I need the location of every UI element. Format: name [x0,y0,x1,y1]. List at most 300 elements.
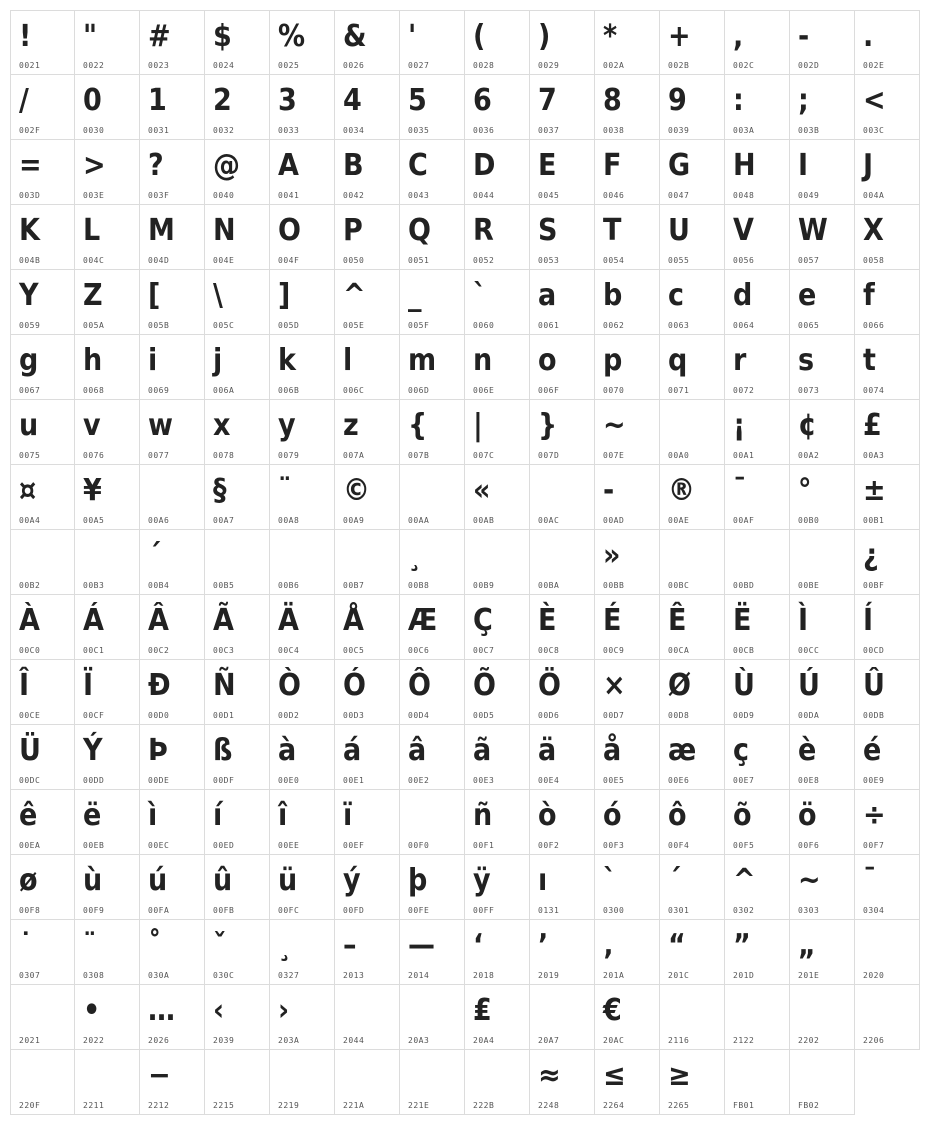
glyph-code-label: 2026 [148,1036,170,1045]
glyph-sample: v [83,408,101,443]
glyph-cell [855,595,920,660]
glyph-sample: ` [473,278,487,313]
glyph-cell [75,1050,140,1115]
glyph-cell [335,790,400,855]
glyph-cell [465,205,530,270]
glyph-code-label: 00FF [473,906,495,915]
glyph-cell [790,335,855,400]
glyph-sample: < [863,83,886,118]
glyph-code-label: 00FA [148,906,170,915]
glyph-code-label: 0062 [603,321,625,330]
glyph-code-label: 2212 [148,1101,170,1110]
glyph-sample: g [19,343,39,378]
glyph-cell [595,920,660,985]
glyph-cell [465,140,530,205]
glyph-sample: ö [798,798,817,833]
glyph-code-label: 0304 [863,906,885,915]
glyph-cell [75,335,140,400]
glyph-cell [140,465,205,530]
glyph-code-label: 0038 [603,126,625,135]
glyph-code-label: 2122 [733,1036,755,1045]
glyph-cell [725,530,790,595]
glyph-sample: K [19,213,40,248]
glyph-code-label: 2013 [343,971,365,980]
glyph-code-label: 00D5 [473,711,495,720]
glyph-cell [140,595,205,660]
glyph-cell [595,75,660,140]
glyph-code-label: 006C [343,386,365,395]
glyph-code-label: 004A [863,191,885,200]
glyph-sample: ¸ [408,538,422,573]
glyph-code-label: 00E7 [733,776,755,785]
glyph-sample: Ç [473,603,493,638]
glyph-sample: Ý [83,733,103,768]
glyph-cell [660,660,725,725]
glyph-code-label: 00D6 [538,711,560,720]
glyph-sample: G [668,148,691,183]
glyph-cell [400,335,465,400]
glyph-sample: p [603,343,623,378]
glyph-code-label: 0026 [343,61,365,70]
glyph-code-label: 2039 [213,1036,235,1045]
glyph-cell [660,335,725,400]
glyph-code-label: 201D [733,971,755,980]
glyph-code-label: 005A [83,321,105,330]
glyph-sample: 7 [538,83,557,118]
glyph-cell [595,400,660,465]
glyph-sample: ¤ [19,473,37,508]
glyph-code-label: 00A9 [343,516,365,525]
glyph-sample: n [473,343,493,378]
glyph-sample: Á [83,603,104,638]
glyph-cell [595,985,660,1050]
glyph-sample: [ [148,278,161,313]
glyph-sample: À [19,603,40,638]
glyph-sample: Ñ [213,668,236,703]
glyph-code-label: 00C8 [538,646,560,655]
glyph-code-label: 0071 [668,386,690,395]
glyph-cell [660,725,725,790]
glyph-cell [75,725,140,790]
glyph-code-label: 20AC [603,1036,625,1045]
glyph-code-label: 00B6 [278,581,300,590]
glyph-code-label: 00D9 [733,711,755,720]
glyph-code-label: 0077 [148,451,170,460]
glyph-cell [400,660,465,725]
glyph-sample: y [278,408,296,443]
glyph-code-label: 00EA [19,841,41,850]
glyph-code-label: 00B4 [148,581,170,590]
glyph-code-label: 00C2 [148,646,170,655]
glyph-cell [205,75,270,140]
glyph-cell [855,10,920,75]
glyph-code-label: 00AB [473,516,495,525]
glyph-sample: ~ [798,863,821,898]
glyph-cell [595,205,660,270]
glyph-sample: # [148,19,171,54]
glyph-code-label: 0042 [343,191,365,200]
glyph-cell [465,1050,530,1115]
glyph-cell [725,205,790,270]
glyph-cell [140,140,205,205]
glyph-cell [855,855,920,920]
glyph-sample: ú [148,863,168,898]
glyph-code-label: 201A [603,971,625,980]
glyph-cell [205,1050,270,1115]
glyph-sample: Ù [733,668,755,703]
glyph-cell [400,205,465,270]
glyph-sample: Õ [473,668,496,703]
glyph-cell [595,595,660,660]
glyph-cell [270,725,335,790]
glyph-cell [725,270,790,335]
glyph-sample: ó [603,798,622,833]
glyph-code-label: 00AA [408,516,430,525]
glyph-sample: ß [213,733,233,768]
glyph-code-label: 0070 [603,386,625,395]
glyph-sample: ò [538,798,557,833]
glyph-sample: Ê [668,603,687,638]
glyph-sample: 3 [278,83,297,118]
glyph-sample: c [668,278,684,313]
glyph-code-label: 0075 [19,451,41,460]
glyph-sample: N [213,213,236,248]
glyph-code-label: 0025 [278,61,300,70]
glyph-sample: Ó [343,668,366,703]
glyph-code-label: 00DC [19,776,41,785]
glyph-sample: ¯ [733,473,747,508]
glyph-code-label: 0048 [733,191,755,200]
glyph-cell [595,725,660,790]
glyph-cell [465,465,530,530]
glyph-sample: Ï [83,668,94,703]
glyph-code-label: 0056 [733,256,755,265]
glyph-sample: a [538,278,557,313]
glyph-code-label: 2206 [863,1036,885,1045]
glyph-code-label: 004F [278,256,300,265]
glyph-sample: ≤ [603,1058,626,1093]
glyph-cell [855,985,920,1050]
glyph-sample: ˇ [213,928,227,963]
glyph-code-label: 006A [213,386,235,395]
glyph-cell [10,400,75,465]
glyph-code-label: 00E6 [668,776,690,785]
glyph-cell [205,855,270,920]
glyph-sample: $ [213,19,232,54]
glyph-code-label: 00B7 [343,581,365,590]
glyph-sample: Z [83,278,103,313]
glyph-cell [140,660,205,725]
glyph-sample: ( [473,19,486,54]
glyph-sample: ‚ [603,928,614,963]
glyph-cell [660,465,725,530]
glyph-cell [205,725,270,790]
glyph-sample: + [668,19,691,54]
glyph-cell [725,855,790,920]
glyph-code-label: 00C5 [343,646,365,655]
glyph-code-label: 004C [83,256,105,265]
glyph-cell [335,595,400,660]
glyph-cell [400,725,465,790]
glyph-code-label: 0047 [668,191,690,200]
glyph-cell [530,205,595,270]
glyph-code-label: 2021 [19,1036,41,1045]
glyph-cell [660,790,725,855]
glyph-cell [335,270,400,335]
glyph-sample: ± [863,473,886,508]
glyph-cell [10,855,75,920]
glyph-code-label: 0052 [473,256,495,265]
glyph-code-label: 00CD [863,646,885,655]
glyph-cell [790,595,855,660]
glyph-cell [530,530,595,595]
glyph-sample: € [603,993,622,1028]
glyph-cell [400,400,465,465]
glyph-code-label: 0301 [668,906,690,915]
glyph-cell [465,335,530,400]
glyph-sample: * [603,19,618,54]
glyph-cell [75,400,140,465]
glyph-code-label: 2022 [83,1036,105,1045]
glyph-sample: A [278,148,299,183]
glyph-sample: M [148,213,175,248]
glyph-code-label: 0068 [83,386,105,395]
glyph-code-label: 0034 [343,126,365,135]
glyph-cell [205,660,270,725]
glyph-code-label: 2202 [798,1036,820,1045]
glyph-sample: ü [278,863,298,898]
glyph-code-label: 00BB [603,581,625,590]
glyph-code-label: 00C7 [473,646,495,655]
glyph-cell [595,1050,660,1115]
glyph-sample: h [83,343,103,378]
glyph-cell [140,205,205,270]
glyph-cell [335,205,400,270]
glyph-sample: | [473,408,483,443]
glyph-cell [75,205,140,270]
glyph-sample: : [733,83,744,118]
glyph-code-label: 00CB [733,646,755,655]
glyph-code-label: 0043 [408,191,430,200]
glyph-sample: t [863,343,876,378]
glyph-sample: Ì [798,603,809,638]
glyph-cell [205,335,270,400]
glyph-sample: 5 [408,83,427,118]
glyph-sample: Ô [408,668,431,703]
glyph-code-label: 00C1 [83,646,105,655]
glyph-sample: Æ [408,603,438,638]
glyph-cell [400,790,465,855]
glyph-cell [790,920,855,985]
glyph-code-label: 007E [603,451,625,460]
glyph-cell [335,725,400,790]
glyph-cell [465,10,530,75]
glyph-sample: £ [863,408,882,443]
glyph-code-label: 2018 [473,971,495,980]
glyph-sample: ä [538,733,557,768]
glyph-sample: ‹ [213,993,225,1028]
glyph-cell [205,985,270,1050]
glyph-cell [75,920,140,985]
glyph-cell [335,75,400,140]
glyph-code-label: 0074 [863,386,885,395]
glyph-code-label: 00EF [343,841,365,850]
glyph-code-label: 00B8 [408,581,430,590]
glyph-code-label: 00FB [213,906,235,915]
glyph-sample: J [863,148,874,183]
glyph-cell [140,270,205,335]
glyph-sample: _ [408,278,422,313]
glyph-code-label: 00FC [278,906,300,915]
glyph-code-label: 00AE [668,516,690,525]
glyph-code-label: 00B9 [473,581,495,590]
glyph-cell [335,530,400,595]
glyph-sample: ≈ [538,1058,561,1093]
glyph-sample: & [343,19,367,54]
glyph-sample: ï [343,798,353,833]
glyph-cell [595,855,660,920]
glyph-cell [140,725,205,790]
glyph-code-label: 0076 [83,451,105,460]
glyph-code-label: 20A3 [408,1036,430,1045]
glyph-code-label: 00DB [863,711,885,720]
glyph-code-label: 00FD [343,906,365,915]
glyph-code-label: 00A6 [148,516,170,525]
glyph-cell [10,140,75,205]
glyph-code-label: 002C [733,61,755,70]
glyph-sample: ¢ [798,408,817,443]
glyph-cell [530,725,595,790]
glyph-cell [335,335,400,400]
glyph-sample: ç [733,733,749,768]
glyph-code-label: 004D [148,256,170,265]
glyph-code-label: 00F1 [473,841,495,850]
glyph-sample: W [798,213,828,248]
glyph-code-label: 00CE [19,711,41,720]
glyph-cell [660,270,725,335]
glyph-cell [790,205,855,270]
glyph-code-label: 0063 [668,321,690,330]
glyph-sample: Þ [148,733,168,768]
glyph-sample: " [83,19,98,54]
glyph-sample: % [278,19,306,54]
glyph-sample: q [668,343,688,378]
glyph-code-label: 007C [473,451,495,460]
glyph-cell [75,75,140,140]
glyph-cell [400,10,465,75]
glyph-cell [75,855,140,920]
glyph-cell [400,270,465,335]
glyph-sample: ) [538,19,551,54]
glyph-sample: ’ [538,928,549,963]
glyph-code-label: 00F5 [733,841,755,850]
glyph-cell [725,595,790,660]
glyph-sample: ì [148,798,158,833]
glyph-code-label: 002D [798,61,820,70]
glyph-sample: u [19,408,39,443]
glyph-code-label: 00B2 [19,581,41,590]
glyph-code-label: 2211 [83,1101,105,1110]
glyph-code-label: 221A [343,1101,365,1110]
glyph-sample: ¨ [83,928,97,963]
glyph-code-label: 0061 [538,321,560,330]
glyph-sample: è [798,733,817,768]
glyph-sample: â [408,733,427,768]
glyph-code-label: 00F9 [83,906,105,915]
glyph-code-label: 0039 [668,126,690,135]
glyph-code-label: 0073 [798,386,820,395]
glyph-cell [595,660,660,725]
glyph-sample: . [863,19,874,54]
glyph-sample: \ [213,278,223,313]
glyph-code-label: 003D [19,191,41,200]
glyph-sample: U [668,213,690,248]
glyph-cell [140,855,205,920]
glyph-sample: s [798,343,815,378]
glyph-code-label: 030C [213,971,235,980]
glyph-cell [660,75,725,140]
glyph-code-label: 0078 [213,451,235,460]
glyph-sample: î [278,798,288,833]
glyph-sample: Ü [19,733,41,768]
glyph-code-label: 0064 [733,321,755,330]
glyph-cell [10,205,75,270]
glyph-sample: þ [408,863,428,898]
glyph-cell [400,530,465,595]
glyph-code-label: 003B [798,126,820,135]
glyph-sample: { [408,408,428,443]
glyph-sample: = [19,148,42,183]
glyph-sample: ® [668,473,695,508]
glyph-code-label: 00D0 [148,711,170,720]
glyph-cell [10,465,75,530]
glyph-cell [10,1050,75,1115]
glyph-cell [335,400,400,465]
glyph-code-label: 2019 [538,971,560,980]
glyph-code-label: 00F7 [863,841,885,850]
glyph-cell [270,790,335,855]
glyph-sample: F [603,148,622,183]
glyph-sample: ” [733,928,751,963]
glyph-cell [270,660,335,725]
glyph-code-label: 0054 [603,256,625,265]
glyph-cell [790,140,855,205]
glyph-sample: É [603,603,622,638]
glyph-cell [790,1050,855,1115]
glyph-cell [855,270,920,335]
glyph-code-label: 00B3 [83,581,105,590]
glyph-cell [660,400,725,465]
glyph-code-label: 00F0 [408,841,430,850]
glyph-code-label: 0030 [83,126,105,135]
glyph-code-label: 0050 [343,256,365,265]
glyph-sample: ë [83,798,102,833]
glyph-cell [790,790,855,855]
glyph-cell [465,400,530,465]
glyph-cell [205,205,270,270]
glyph-code-label: 00AF [733,516,755,525]
glyph-sample: õ [733,798,752,833]
glyph-code-label: 002A [603,61,625,70]
glyph-cell [465,985,530,1050]
glyph-cell [465,270,530,335]
glyph-code-label: 0302 [733,906,755,915]
glyph-code-label: 00BA [538,581,560,590]
glyph-cell [660,140,725,205]
glyph-code-label: 00F3 [603,841,625,850]
glyph-code-label: 0036 [473,126,495,135]
glyph-cell [465,855,530,920]
